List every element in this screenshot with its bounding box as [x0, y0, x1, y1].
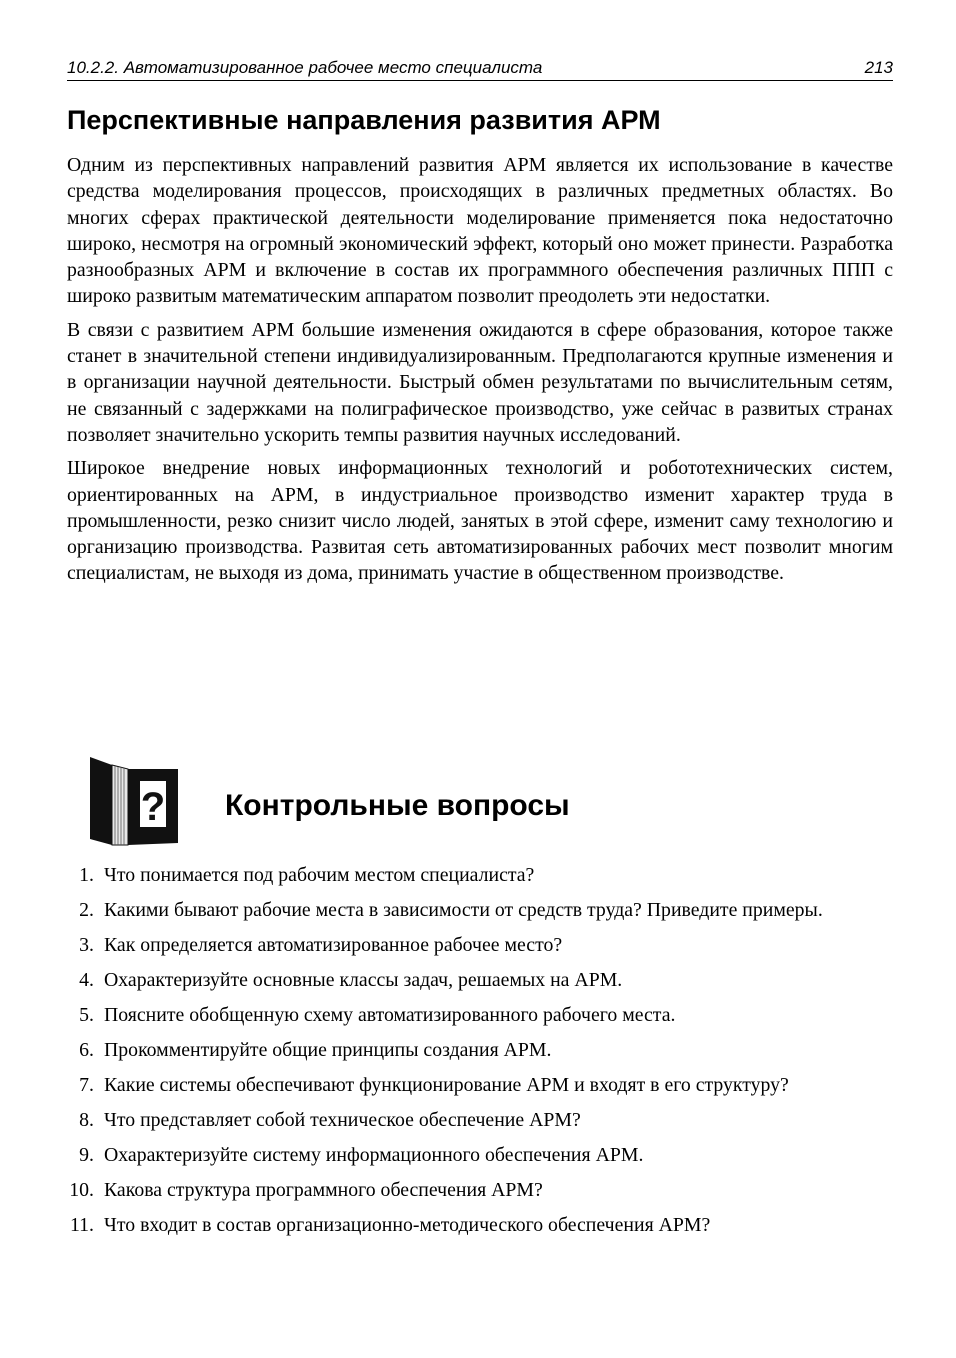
list-item: [67, 1002, 893, 1029]
item-number: 9.: [79, 1144, 94, 1166]
running-header: [67, 56, 893, 81]
list-item: [67, 932, 893, 959]
item-number: 1.: [79, 864, 94, 886]
item-number: 10.: [69, 1179, 94, 1201]
list-item: [67, 1212, 893, 1239]
item-text: Как определяется автоматизированное рабочее место?: [104, 934, 563, 956]
item-number: 6.: [79, 1039, 94, 1061]
svg-text:?: ?: [140, 785, 166, 829]
list-item: [67, 862, 893, 889]
book-question-icon: [88, 755, 182, 847]
list-item: [67, 1177, 893, 1204]
item-text: Какова структура программного обеспечения АРМ?: [104, 1179, 543, 1201]
paragraph: В связи с развитием АРМ большие изменения ожидаются в сфере образования, которое также станет в значительной степени индивидуализированным. Предполагаются крупные изменения и в организации научной деятельности. Быстрый обмен результатами по вычислительным сетям, не связанный с задержками на полиграфическое производство, уже сейчас в развитых странах позволяет значительно ускорить темпы развития научных исследований.: [67, 318, 893, 446]
paragraph: Широкое внедрение новых информационных технологий и робототехнических систем, ориентированных на АРМ, в индустриальное производство изменит характер труда в промышленности, резко снизит число людей, занятых в этой сфере, изменит саму технологию и организацию производства. Развитая сеть автоматизированных рабочих мест позволит многим специалистам, не выходя из дома, принимать участие в общественном производстве.: [67, 457, 893, 585]
item-number: 7.: [79, 1074, 94, 1096]
paragraph: Одним из перспективных направлений развития АРМ является их использование в качестве средства моделирования процессов, происходящих в различных предметных областях. Во многих сферах практической деятельности моделирование применяется пока недостаточно широко, несмотря на огромный экономический эффект, который оно может принести. Разработка разнообразных АРМ и включение в состав их программного обеспечения различных ППП с широко развитым математическим аппаратом позволит преодолеть эти недостатки.: [67, 154, 893, 308]
list-item: [67, 1107, 893, 1134]
item-number: 5.: [79, 1004, 94, 1026]
item-text: Охарактеризуйте систему информационного обеспечения АРМ.: [104, 1144, 644, 1166]
item-text: Прокомментируйте общие принципы создания АРМ.: [104, 1039, 552, 1061]
list-item: [67, 897, 893, 924]
list-item: [67, 1072, 893, 1099]
list-item: [67, 1037, 893, 1064]
item-number: 4.: [79, 969, 94, 991]
list-item: [67, 967, 893, 994]
item-number: 3.: [79, 934, 94, 956]
list-item: [67, 1142, 893, 1169]
item-text: Какими бывают рабочие места в зависимости от средств труда? Приведите примеры.: [104, 899, 823, 921]
item-number: 8.: [79, 1109, 94, 1131]
questions-title: Контрольные вопросы: [225, 789, 570, 822]
item-text: Что представляет собой техническое обеспечение АРМ?: [104, 1109, 581, 1131]
item-number: 2.: [79, 899, 94, 921]
section-title: Перспективные направления развития АРМ: [67, 105, 661, 135]
item-text: Поясните обобщенную схему автоматизированного рабочего места.: [104, 1004, 676, 1026]
running-header-title: 10.2.2. Автоматизированное рабочее место специалиста: [67, 58, 543, 77]
questions-list: [67, 862, 893, 1247]
item-number: 11.: [70, 1214, 94, 1236]
item-text: Что понимается под рабочим местом специалиста?: [104, 864, 535, 886]
section-body: [67, 152, 893, 594]
item-text: Охарактеризуйте основные классы задач, решаемых на АРМ.: [104, 969, 623, 991]
page-number: 213: [864, 58, 893, 77]
item-text: Какие системы обеспечивают функционирование АРМ и входят в его структуру?: [104, 1074, 789, 1096]
item-text: Что входит в состав организационно-методического обеспечения АРМ?: [104, 1214, 711, 1236]
